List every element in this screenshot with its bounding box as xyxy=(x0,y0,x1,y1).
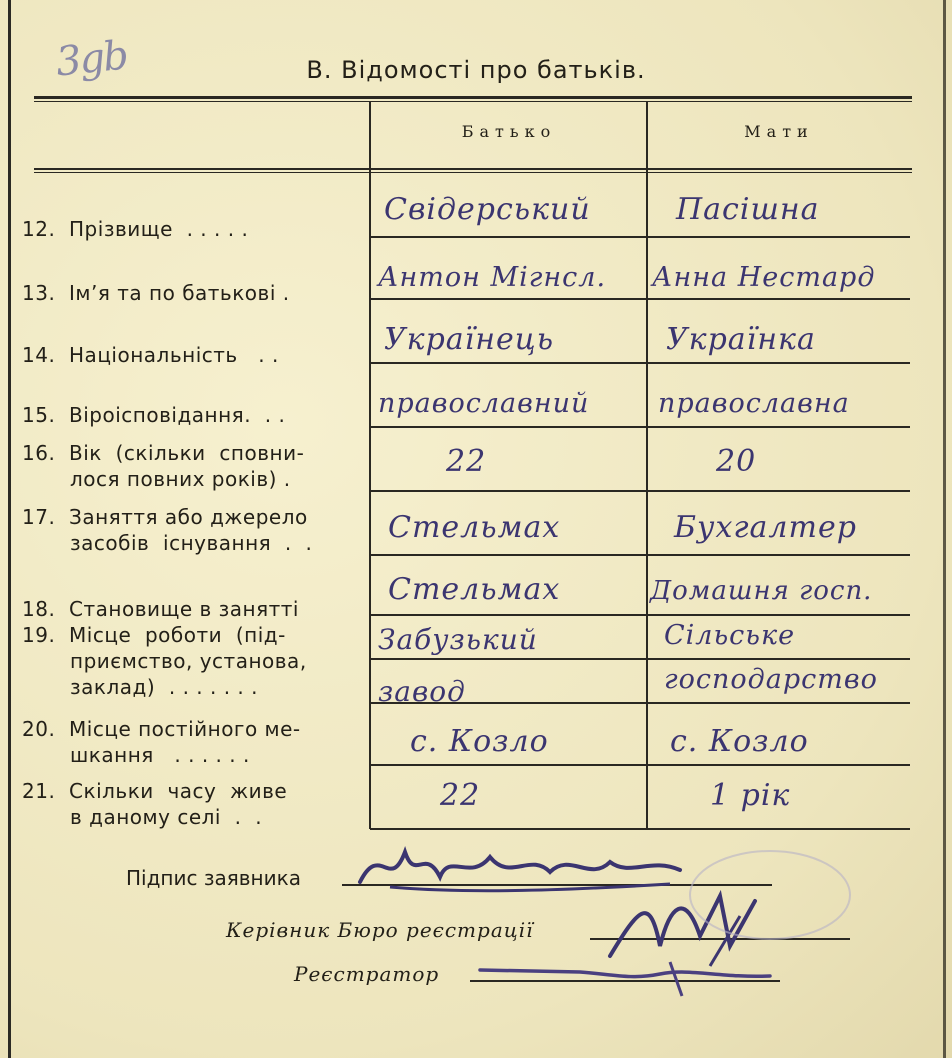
row-label-workplace: 19. Місце роботи (під- приємство, установа, заклад) . . . . . . . xyxy=(22,623,307,699)
column-divider-2 xyxy=(646,102,648,829)
row-label-nationality: 14. Національність . . xyxy=(22,343,279,367)
registrar-flourish xyxy=(470,950,790,1010)
column-divider-1 xyxy=(369,102,371,829)
mother-surname: Пасішна xyxy=(676,192,820,227)
header-rule xyxy=(34,168,912,170)
column-header-mother: Мати xyxy=(744,122,814,141)
row-rule xyxy=(370,362,910,364)
row-label-name: 13. Ім’я та по батькові . xyxy=(22,281,290,305)
bureau-head-label: Керівник Бюро реєстрації xyxy=(226,918,534,942)
father-religion: православний xyxy=(378,388,590,419)
row-label-time-in-village: 21. Скільки часу живе в даному селі . . xyxy=(22,779,288,829)
mother-age: 20 xyxy=(716,444,757,479)
row-label-religion: 15. Віроісповідання. . . xyxy=(22,403,286,427)
corner-note: 3gb xyxy=(53,32,129,86)
section-title: В. Відомості про батьків. xyxy=(306,56,646,84)
row-rule xyxy=(370,554,910,556)
father-residence: с. Козло xyxy=(410,724,549,759)
registrar-label: Реєстратор xyxy=(294,962,440,986)
father-nationality: Українець xyxy=(384,322,555,357)
mother-religion: православна xyxy=(658,388,850,419)
father-workplace: Забузький завод xyxy=(378,623,538,708)
applicant-signature-label: Підпис заявника xyxy=(126,866,301,890)
row-rule xyxy=(370,828,910,830)
mother-residence: с. Козло xyxy=(670,724,809,759)
header-rule-thin xyxy=(34,172,912,173)
top-rule xyxy=(34,96,912,99)
mother-name: Анна Нестард xyxy=(652,262,876,293)
mother-nationality: Українка xyxy=(666,322,816,357)
mother-position: Домашня госп. xyxy=(650,576,873,606)
row-label-age: 16. Вік (скільки сповни- лося повних років) . xyxy=(22,441,305,491)
father-name: Антон Мігнсл. xyxy=(378,262,607,293)
page-edge-left xyxy=(8,0,11,1058)
mother-workplace: Сільське господарство xyxy=(664,620,878,695)
row-label-residence: 20. Місце постійного ме- шкання . . . . . . xyxy=(22,717,301,767)
top-rule-thin xyxy=(34,101,912,102)
father-time-in-village: 22 xyxy=(440,778,481,813)
father-surname: Свідерський xyxy=(384,192,591,227)
row-label-position: 18. Становище в занятті xyxy=(22,597,299,621)
row-rule xyxy=(370,490,910,492)
row-rule xyxy=(370,426,910,428)
column-header-father: Батько xyxy=(461,122,557,141)
mother-time-in-village: 1 рік xyxy=(710,778,791,813)
father-position: Стельмах xyxy=(388,572,561,607)
row-label-occupation: 17. Заняття або джерело засобів існування . . xyxy=(22,505,313,555)
row-rule xyxy=(370,764,910,766)
father-age: 22 xyxy=(446,444,487,479)
row-label-surname: 12. Прізвище . . . . . xyxy=(22,217,249,241)
row-rule xyxy=(370,236,910,238)
page-edge-right xyxy=(943,0,946,1058)
row-rule xyxy=(370,298,910,300)
mother-occupation: Бухгалтер xyxy=(674,510,857,545)
faint-stamp xyxy=(680,840,860,950)
father-occupation: Стельмах xyxy=(388,510,561,545)
